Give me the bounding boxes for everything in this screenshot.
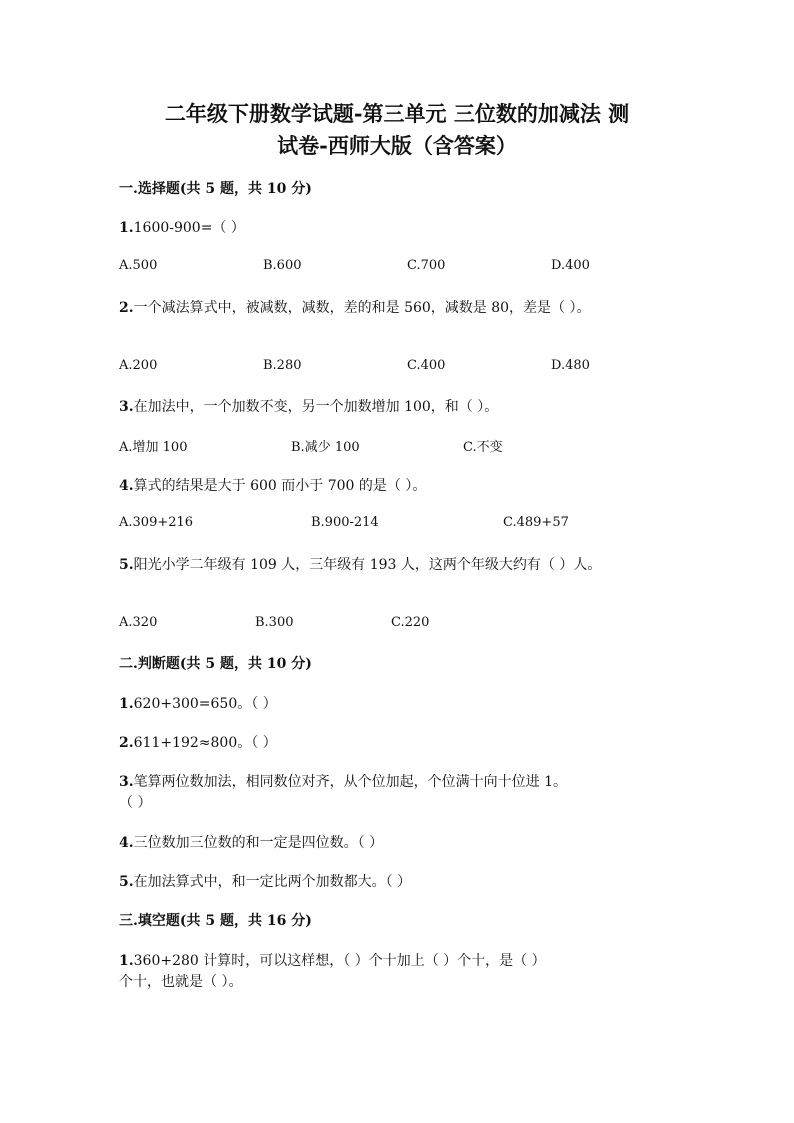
title-line-1: 二年级下册数学试题-第三单元 三位数的加减法 测 [164,101,630,126]
question-text: 1600-900=（ ） [133,220,245,236]
option-c: C.489+57 [503,515,569,530]
option-b: B.300 [255,615,294,630]
option-a: A.320 [119,615,158,630]
section-heading-fill-in: 三.填空题(共 5 题，共 16 分) [119,913,312,929]
question-text: 360+280 计算时，可以这样想，（ ）个十加上（ ）个十，是（ ） [133,953,546,969]
option-b: B.280 [263,358,302,373]
question-judge-4 [119,832,383,852]
question-number: 5. [119,557,134,573]
question-number: 2. [119,300,134,316]
question-text: 算式的结果是大于 600 而小于 700 的是（ ）。 [133,478,427,494]
section-heading-choice: 一.选择题(共 5 题，共 10 分) [119,181,312,197]
option-d: D.400 [551,258,590,273]
question-number: 4. [119,835,134,851]
option-d: D.480 [551,358,590,373]
question-number: 2. [119,735,134,751]
option-a: A.500 [119,258,158,273]
option-b: B.减少 100 [291,440,360,455]
question-choice-1 [119,217,245,237]
question-judge-3 [119,771,567,791]
option-c: C.220 [391,615,430,630]
question-choice-5 [119,554,601,574]
option-b: B.900-214 [311,515,379,530]
question-number: 1. [119,220,134,236]
question-number: 5. [119,874,134,890]
question-number: 3. [119,399,134,415]
question-text: 阳光小学二年级有 109 人，三年级有 193 人，这两个年级大约有（ ）人。 [133,557,602,573]
option-a: A.309+216 [119,515,194,530]
question-choice-3 [119,396,498,416]
option-a: A.200 [119,358,158,373]
option-a: A.增加 100 [119,440,188,455]
option-b: B.600 [263,258,302,273]
question-judge-2 [119,732,277,752]
question-fill-1 [119,950,546,970]
question-choice-4 [119,475,426,495]
option-c: C.不变 [463,440,503,455]
question-text: 在加法中，一个加数不变，另一个加数增加 100，和（ ）。 [133,399,499,415]
question-number: 4. [119,478,134,494]
question-fill-1-line-2: 个十，也就是（ ）。 [119,974,243,990]
question-judge-3-answer-line: （ ） [119,795,152,811]
question-text: 620+300=650。（ ） [133,696,277,712]
question-text: 611+192≈800。（ ） [133,735,277,751]
document-title [100,98,694,162]
option-c: C.400 [407,358,446,373]
question-choice-2 [119,297,591,317]
question-judge-1 [119,693,277,713]
question-number: 1. [119,953,134,969]
question-number: 1. [119,696,134,712]
option-c: C.700 [407,258,446,273]
question-judge-5 [119,871,411,891]
question-text: 一个减法算式中，被减数，减数，差的和是 560，减数是 80，差是（ ）。 [133,300,591,316]
question-text: 在加法算式中，和一定比两个加数都大。（ ） [133,874,412,890]
question-text: 笔算两位数加法，相同数位对齐，从个位加起，个位满十向十位进 1。 [133,774,567,790]
question-text: 三位数加三位数的和一定是四位数。（ ） [133,835,384,851]
title-line-2: 试卷-西师大版（含答案） [277,133,517,158]
section-heading-judgement: 二.判断题(共 5 题，共 10 分) [119,656,312,672]
question-number: 3. [119,774,134,790]
